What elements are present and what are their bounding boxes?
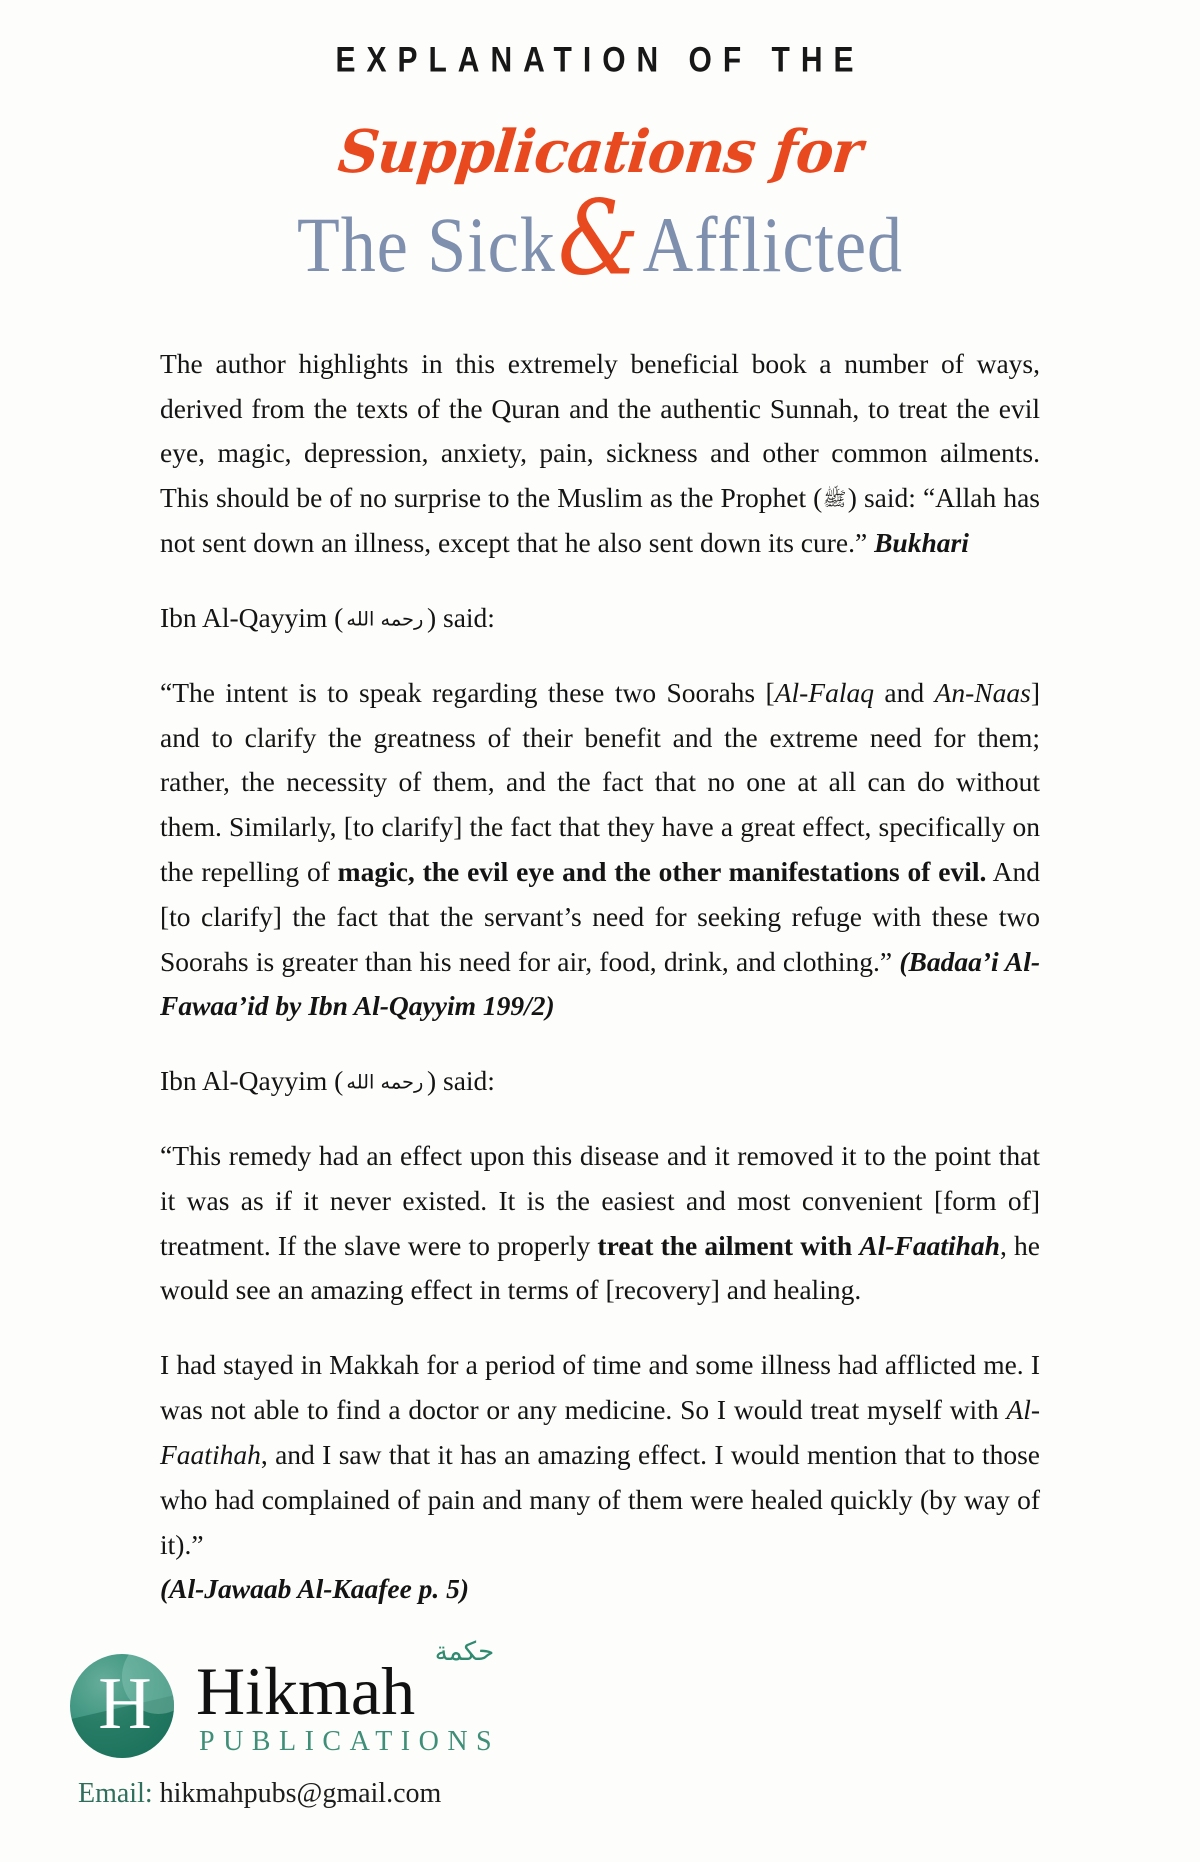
paragraph-quote-two: [160, 1134, 1040, 1313]
quote-one-seg-three: ] and to clarify the greatness of their benefit and the extreme need for them; rather, the necessity of them, and the fact that no one at all can do without them. Similarly, [to clarify] the fact that they have a great effect, specifically on the repelling of: [160, 676, 1040, 887]
page-title: [0, 178, 1200, 298]
attribution-one-name: Ibn Al-Qayyim (: [160, 601, 344, 633]
title-block: [0, 0, 1200, 298]
quote-one-seg-four: And [to clarify] the fact that the servant’s need for seeking refuge with these two Soorahs is greater than his need for air, food, drink, and clothing.”: [160, 855, 1041, 977]
quote-one-seg-two: and: [874, 676, 935, 708]
paragraph-intro: [160, 342, 1040, 566]
publisher-subtitle: PUBLICATIONS: [199, 1726, 501, 1757]
intro-text-before: The author highlights in this extremely beneficial book a number of ways, derived from the texts of the Quran and the authentic Sunnah, to treat the evil eye, magic, depression, anxiety, pain, sickness and other common ailments. This should be of no surprise to the Muslim as the Prophet (: [160, 347, 1040, 514]
quote-three-seg-one: I had stayed in Makkah for a period of time and some illness had afflicted me. I was not able to find a doctor or any medicine. So I would treat myself with: [160, 1349, 1040, 1426]
soorah-al-falaq: Al-Falaq: [774, 676, 874, 708]
al-faatihah-emphasis: Al-Faatihah: [859, 1229, 1000, 1261]
publisher-logo: [70, 1637, 770, 1758]
email-address[interactable]: hikmahpubs@gmail.com: [159, 1778, 442, 1809]
paragraph-quote-one: [160, 671, 1040, 1030]
body-copy: [98, 280, 1102, 1612]
quote-one-emphasis: magic, the evil eye and the other manifestations of evil.: [337, 855, 987, 887]
attribution-two-tail: ) said:: [426, 1065, 495, 1097]
soorah-an-naas: An-Naas: [934, 676, 1031, 708]
attribution-one: [160, 596, 1040, 641]
hikmah-globe-icon: [70, 1654, 174, 1758]
quote-three-seg-two: , and I saw that it has an amazing effect. I would mention that to those who had complained of pain and many of them were healed quickly (by way of it).”: [160, 1438, 1040, 1560]
quote-three-citation-line: [160, 1567, 1040, 1612]
script-subtitle: Supplications for: [335, 117, 865, 187]
title-part-two: Afflicted: [642, 202, 904, 290]
rahimahullah-glyph-two: رحمه الله: [346, 1071, 424, 1094]
attribution-one-tail: ) said:: [426, 601, 495, 633]
paragraph-quote-three: [160, 1343, 1040, 1567]
attribution-two-name: Ibn Al-Qayyim (: [160, 1065, 344, 1097]
email-label: Email:: [78, 1778, 153, 1809]
attribution-two: [160, 1059, 1040, 1104]
contact-email-line: [70, 1778, 770, 1810]
salawat-glyph: ﷺ: [823, 488, 847, 511]
intro-source: Bukhari: [874, 527, 969, 559]
arabic-hikmah-text: حكمة: [434, 1637, 495, 1668]
title-part-one: The Sick: [296, 202, 556, 290]
title-ampersand: &: [557, 178, 641, 298]
quote-two-seg-one: “This remedy had an effect upon this disease and it removed it to the point that it was as if it never existed. It is the easiest and most convenient [form of] treatment. If the slave were to properly: [160, 1140, 1040, 1261]
publisher-footer: [70, 1637, 770, 1810]
publisher-wordmark: [196, 1637, 501, 1758]
h-monogram: H: [98, 1663, 146, 1745]
publisher-name: Hikmah: [196, 1653, 416, 1730]
rahimahullah-glyph-one: رحمه الله: [346, 607, 424, 630]
al-faatihah-italic: Al-Faatihah: [160, 1394, 1040, 1470]
quote-one-seg-one: “The intent is to speak regarding these two Soorahs [: [160, 676, 775, 708]
quote-two-emphasis: treat the ailment with: [597, 1229, 860, 1261]
quote-two-seg-two: , he would see an amazing effect in terms of [recovery] and healing.: [160, 1229, 1040, 1306]
kicker-text: EXPLANATION OF THE: [335, 40, 865, 80]
quote-three-citation: (Al-Jawaab Al-Kaafee p. 5): [160, 1573, 470, 1605]
intro-text-after: ) said: “Allah has not sent down an illness, except that he also sent down its cure.”: [160, 482, 1040, 559]
quote-one-citation: (Badaa’i Al-Fawaa’id by Ibn Al-Qayyim 199/2): [160, 945, 1040, 1022]
